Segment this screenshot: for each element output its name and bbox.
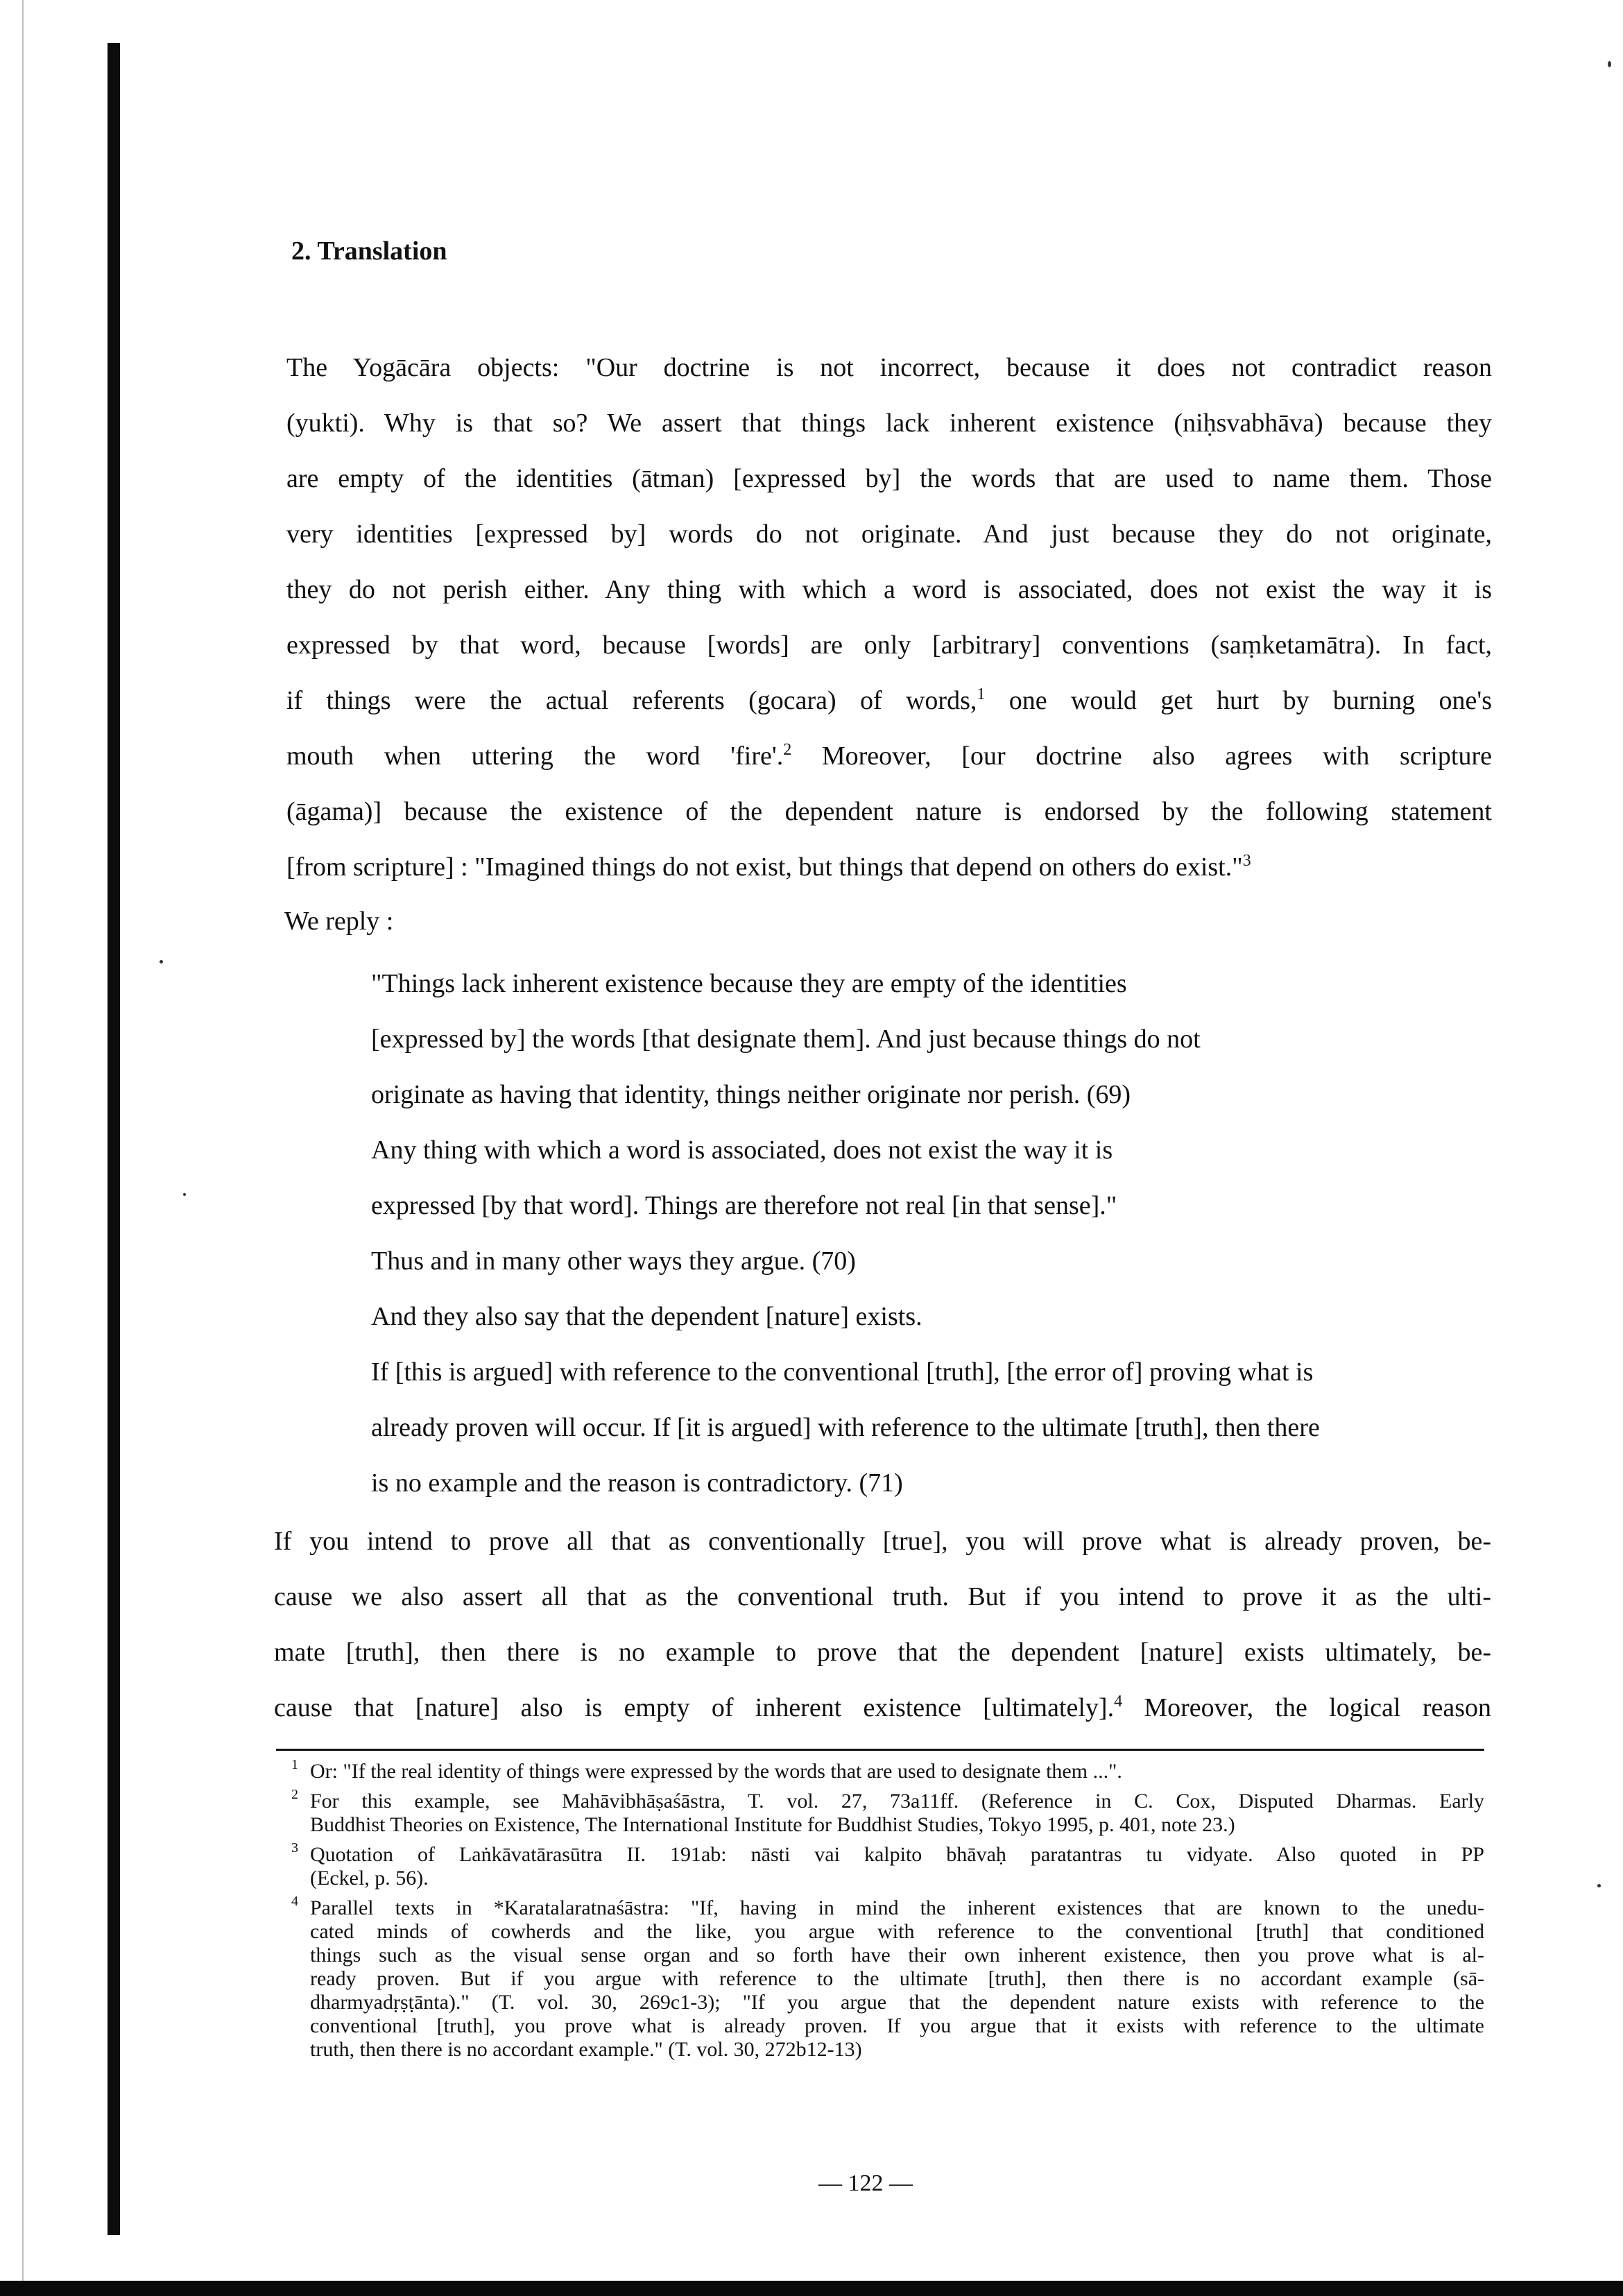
text-line: they do not perish either. Any thing with which a word is associated, does not exist the way it is <box>286 575 1492 604</box>
translation-paragraph <box>286 340 1492 895</box>
scan-bottom-border <box>0 2281 1623 2296</box>
text-segment: cause that [nature] also is empty of inherent existence [ultimately]. <box>274 1693 1115 1722</box>
section-heading: 2. Translation <box>291 237 447 266</box>
footnote-1 <box>291 1757 1484 1783</box>
footnote-ref[interactable]: 2 <box>783 741 792 759</box>
text-segment: mouth when uttering the word 'fire'. <box>286 742 784 771</box>
verse-line: already proven will occur. If [it is argued] with reference to the ultimate [truth], then there <box>371 1413 1320 1442</box>
text-line: cause we also assert all that as the conventional truth. But if you intend to prove it as the ulti- <box>274 1582 1491 1611</box>
footnote-line: things such as the visual sense organ and so forth have their own inherent existence, then you prove what is al- <box>310 1944 1484 1967</box>
text-line: (yukti). Why is that so? We assert that things lack inherent existence (niḥsvabhāva) because they <box>286 409 1492 438</box>
verse-line: Any thing with which a word is associated, does not exist the way it is <box>371 1136 1113 1165</box>
footnote-mark: 3 <box>291 1840 298 1856</box>
footnote-mark: 2 <box>291 1787 298 1802</box>
footnote-line: Buddhist Theories on Existence, The International Institute for Buddhist Studies, Tokyo 1995, p. 401, note 23.) <box>310 1813 1235 1836</box>
footnote-ref[interactable]: 4 <box>1114 1693 1123 1711</box>
footnote-4 <box>291 1896 1484 2062</box>
footnote-line: Or: "If the real identity of things were expressed by the words that are used to designate them ...". <box>310 1760 1122 1783</box>
footnote-line: conventional [truth], you prove what is already proven. If you argue that it exists with reference to the ultimate <box>310 2014 1484 2037</box>
footnote-line: (Eckel, p. 56). <box>310 1867 429 1890</box>
verse-line: "Things lack inherent existence because they are empty of the identities <box>371 969 1127 998</box>
text-line: expressed by that word, because [words] are only [arbitrary] conventions (saṃketamātra). In fact, <box>286 631 1492 660</box>
binding-bar <box>108 43 120 2235</box>
footnote-ref[interactable]: 1 <box>977 685 986 703</box>
scan-speck <box>160 960 163 963</box>
reply-line: We reply : <box>284 907 394 936</box>
scan-speck <box>1608 61 1611 67</box>
text-line: are empty of the identities (ātman) [expressed by] the words that are used to name them. Those <box>286 464 1492 493</box>
verse-line: is no example and the reason is contradictory. (71) <box>371 1468 903 1498</box>
verse-line: Thus and in many other ways they argue. (70) <box>371 1246 856 1276</box>
footnote-ref[interactable]: 3 <box>1242 852 1251 870</box>
text-line <box>286 673 1492 728</box>
footnote-line: For this example, see Mahāvibhāṣaśāstra, T. vol. 27, 73a11ff. (Reference in C. Cox, Disputed Dharmas. Early <box>310 1790 1484 1813</box>
footnote-line: truth, then there is no accordant example." (T. vol. 30, 272b12-13) <box>310 2038 862 2061</box>
text-line <box>286 728 1492 784</box>
text-segment: Moreover, the logical reason <box>1122 1693 1492 1722</box>
footnote-line: dharmyadṛṣṭānta)." (T. vol. 30, 269c1-3); "If you argue that the dependent nature exists with reference to the <box>310 1991 1484 2014</box>
verse-line: And they also say that the dependent [nature] exists. <box>371 1302 922 1331</box>
footnote-line: Quotation of Laṅkāvatārasūtra II. 191ab: nāsti vai kalpito bhāvaḥ paratantras tu vidyate. Also quoted in PP <box>310 1843 1484 1866</box>
verse-line: [expressed by] the words [that designate them]. And just because things do not <box>371 1025 1201 1054</box>
text-segment: Moreover, [our doctrine also agrees with scripture <box>791 742 1492 771</box>
scan-speck <box>183 1193 186 1196</box>
text-line: mate [truth], then there is no example to prove that the dependent [nature] exists ultimately, be- <box>274 1638 1491 1667</box>
verse-line: If [this is argued] with reference to the conventional [truth], [the error of] proving what is <box>371 1357 1314 1387</box>
footnote-mark: 4 <box>291 1894 298 1909</box>
reply-paragraph <box>274 1514 1491 1736</box>
footnote-mark: 1 <box>291 1757 298 1772</box>
text-segment: [from scripture] : "Imagined things do not exist, but things that depend on others do exist." <box>286 853 1243 882</box>
text-line: If you intend to prove all that as conventionally [true], you will prove what is already proven, be- <box>274 1527 1491 1556</box>
footnote-line: Parallel texts in *Karatalaratnaśāstra: "If, having in mind the inherent existences that are known to the unedu- <box>310 1896 1484 1919</box>
text-segment: one would get hurt by burning one's <box>985 686 1492 715</box>
footnote-3 <box>291 1840 1484 1890</box>
text-line <box>286 839 1492 895</box>
scan-edge-line <box>22 0 24 2296</box>
text-segment: if things were the actual referents (gocara) of words, <box>286 686 977 715</box>
verse-quotation <box>371 956 1488 1511</box>
text-line <box>274 1680 1491 1736</box>
footnotes <box>291 1757 1484 2062</box>
scan-speck <box>1597 1884 1601 1887</box>
footnote-2 <box>291 1787 1484 1837</box>
footnote-line: ready proven. But if you argue with reference to the ultimate [truth], then there is no accordant example (sā- <box>310 1967 1484 1990</box>
text-line: The Yogācāra objects: "Our doctrine is not incorrect, because it does not contradict reason <box>286 353 1492 382</box>
verse-line: expressed [by that word]. Things are therefore not real [in that sense]." <box>371 1191 1117 1220</box>
verse-line: originate as having that identity, things neither originate nor perish. (69) <box>371 1080 1131 1109</box>
footnote-line: cated minds of cowherds and the like, you argue with reference to the conventional [truth] that conditioned <box>310 1920 1484 1943</box>
footnote-divider <box>276 1749 1484 1751</box>
text-line: (āgama)] because the existence of the dependent nature is endorsed by the following statement <box>286 797 1492 826</box>
text-line: very identities [expressed by] words do not originate. And just because they do not originate, <box>286 520 1492 549</box>
page-number: — 122 — <box>818 2170 913 2196</box>
